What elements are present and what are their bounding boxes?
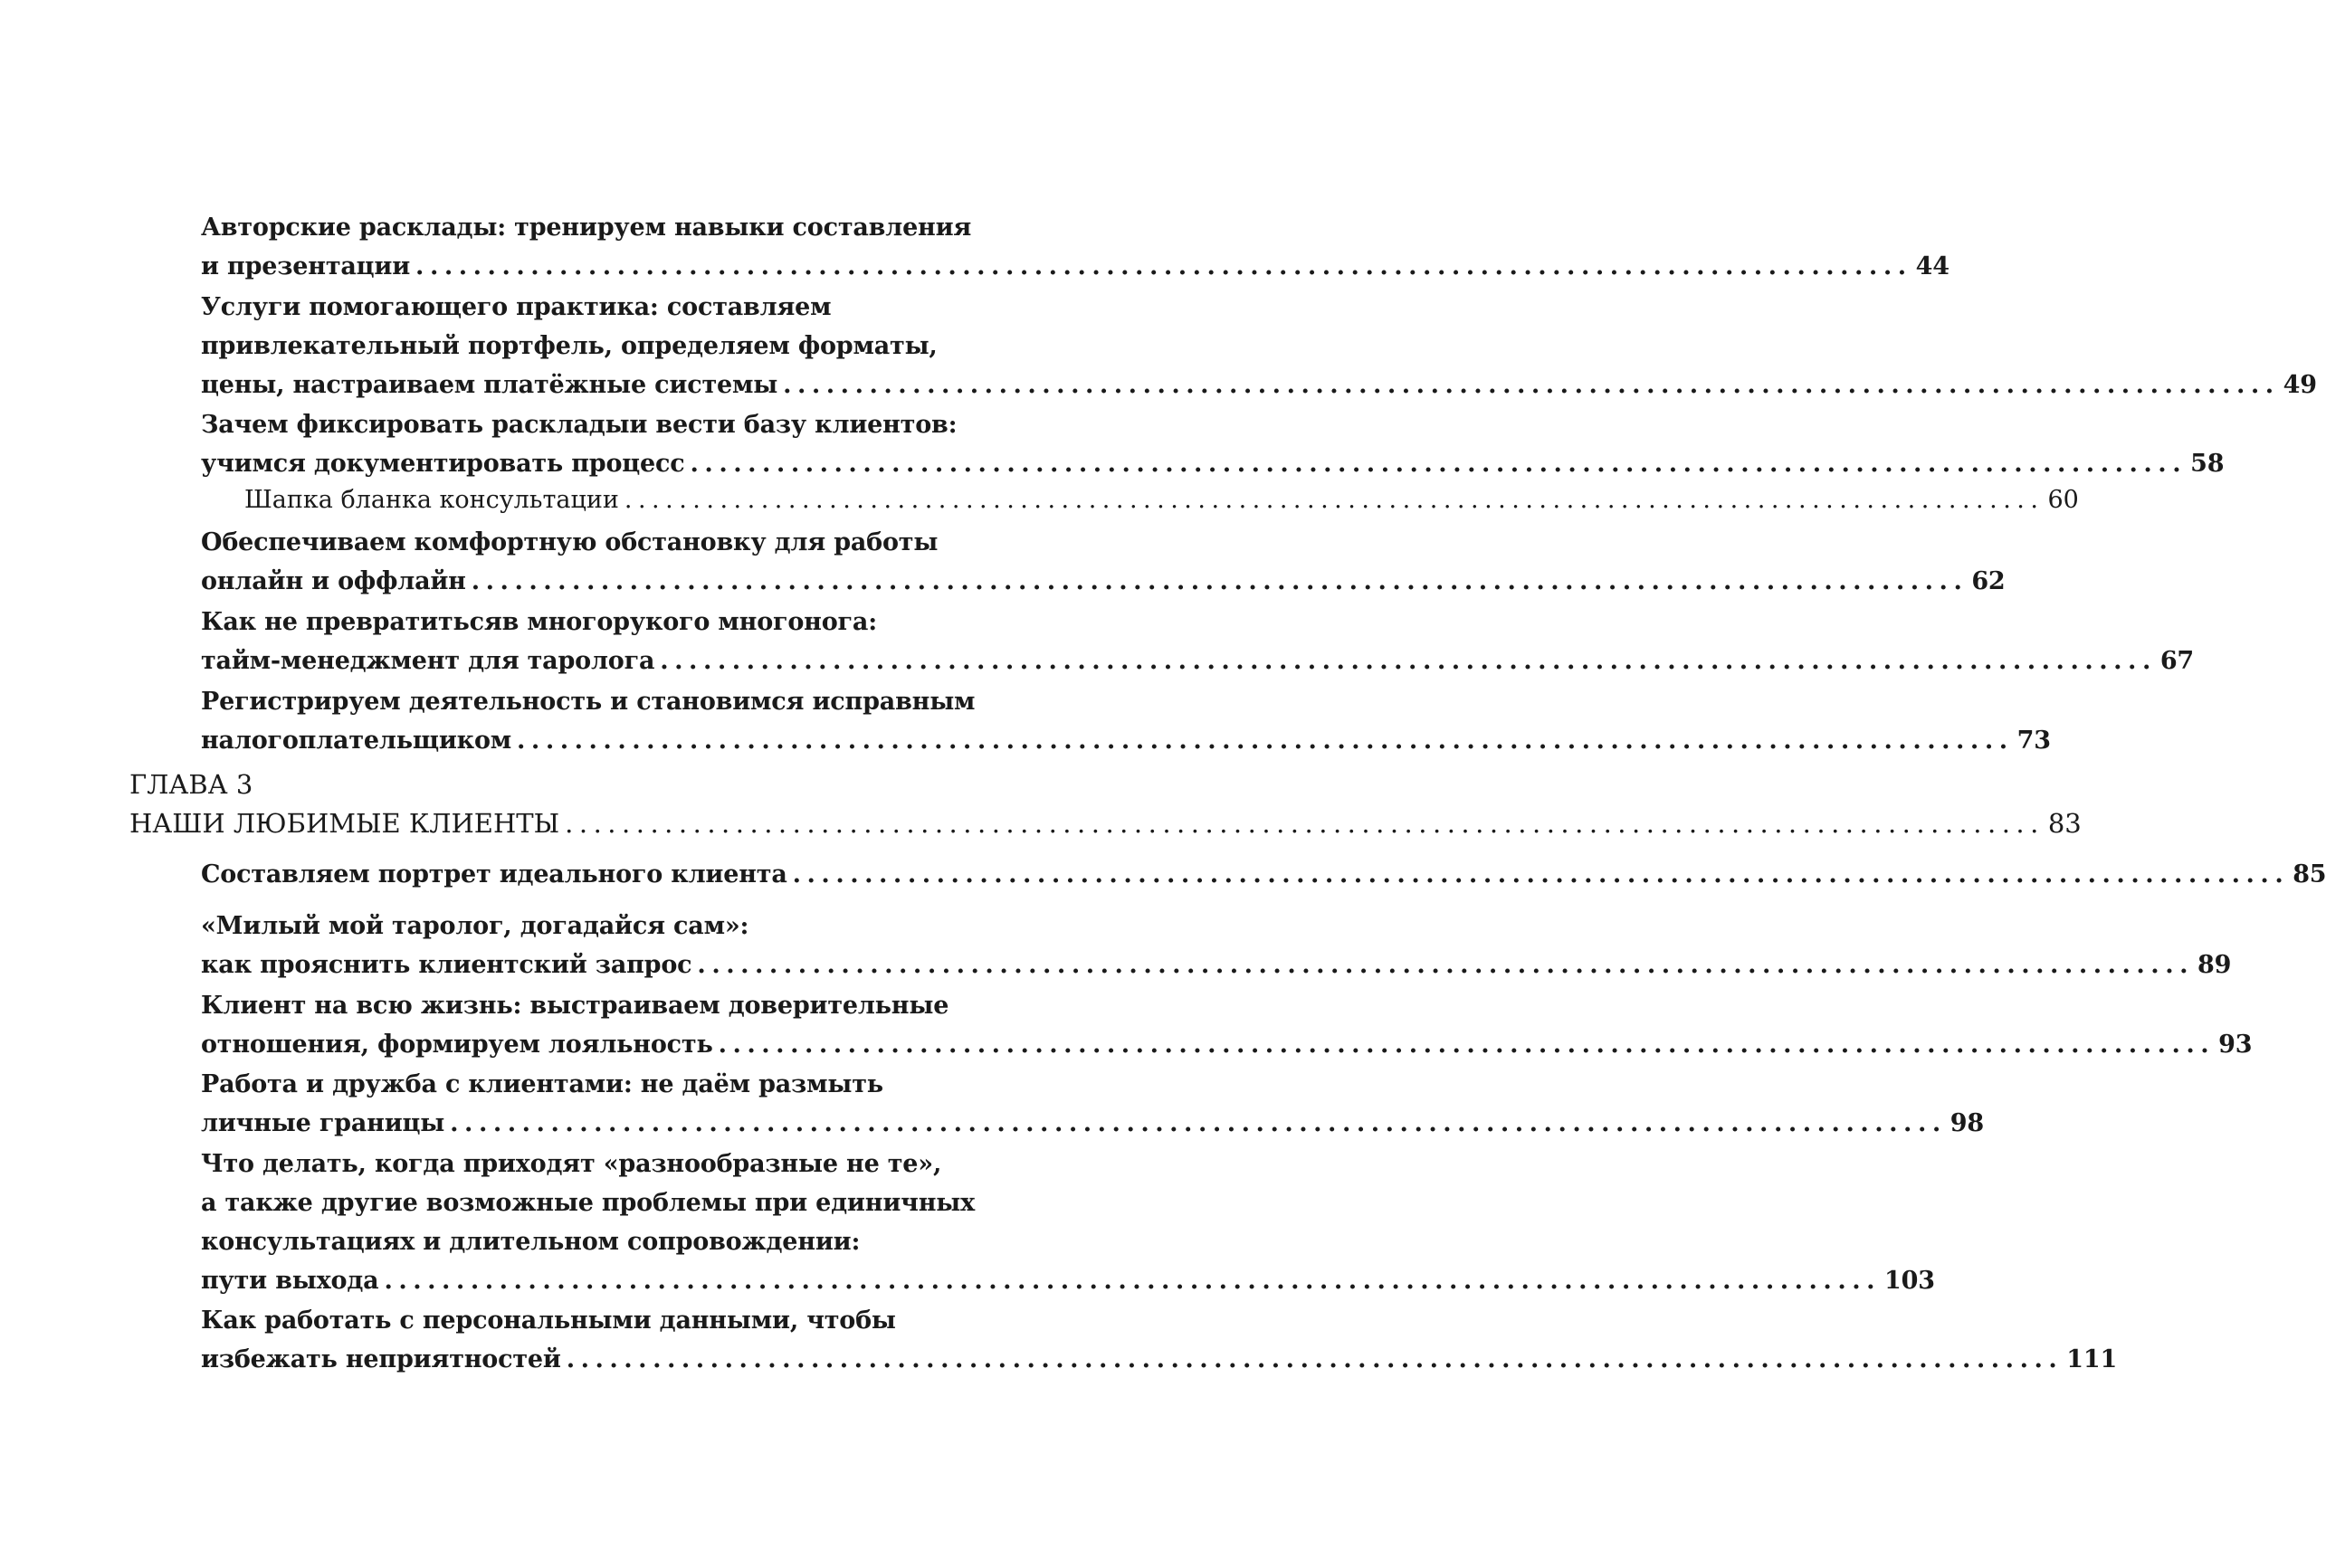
toc-page-number: 73 (2016, 727, 2051, 755)
toc-entry-text: и презентации (201, 252, 411, 280)
toc-entry-text: Регистрируем деятельность и становимся исправным (201, 688, 976, 716)
dot-leader: ........................................................................................................ (690, 450, 2188, 478)
toc-entry-text: Что делать, когда приходят «разнообразные не те», (201, 1150, 942, 1178)
toc-page-number: 83 (2047, 808, 2082, 839)
toc-entry-line (129, 765, 916, 804)
toc-entry-text: консультациях и длительном сопровождении: (201, 1228, 861, 1256)
toc-entry-text: Работа и дружба с клиентами: не даём размыть (201, 1070, 883, 1098)
toc-entry-line (201, 986, 949, 1025)
toc-entry-ideal-client (201, 855, 2326, 894)
toc-entry-work-and-friendship (201, 1065, 1984, 1143)
toc-entry-line (201, 641, 2195, 680)
dot-leader: ........................................................................................................ (792, 860, 2290, 889)
toc-entry-line (201, 1104, 1984, 1143)
toc-entry-line (201, 907, 916, 946)
toc-entry-text: учимся документировать процесс (201, 450, 685, 478)
toc-entry-text: личные границы (201, 1109, 445, 1137)
toc-page-number: 58 (2190, 450, 2225, 478)
toc-entry-text: тайм-менеджмент для таролога (201, 647, 655, 675)
toc-entry-line (201, 1222, 916, 1261)
toc-entry-text: отношения, формируем лояльность (201, 1031, 713, 1059)
dot-leader: ........................................................................................................ (783, 371, 2280, 399)
toc-entry-line (201, 1025, 2253, 1064)
toc-page-number: 89 (2197, 951, 2232, 979)
toc-entry-line (201, 444, 2225, 483)
toc-chapter-3 (129, 765, 2082, 843)
toc-entry-comfortable-environment (201, 523, 2006, 601)
toc-entry-text: а также другие возможные проблемы при единичных (201, 1189, 976, 1217)
toc-entry-text: Шапка бланка консультации (244, 486, 619, 514)
toc-entry-line (201, 855, 2326, 894)
dot-leader: ........................................................................................................ (718, 1031, 2216, 1059)
dot-leader: ........................................................................................................ (415, 252, 1912, 280)
toc-entry-line (201, 366, 2317, 404)
toc-entry-line (201, 405, 958, 444)
dot-leader: ........................................................................................................ (450, 1109, 1947, 1137)
toc-entry-line (201, 682, 976, 721)
toc-entry-practitioner-services (201, 288, 2317, 404)
toc-entry-text: «Милый мой таролог, догадайся сам»: (201, 912, 749, 940)
toc-page-number: 62 (1971, 567, 2006, 595)
dot-leader: ........................................................................................................ (624, 486, 2045, 514)
toc-entry-text: привлекательный портфель, определяем форматы, (201, 332, 938, 360)
toc-entry-text: цены, настраиваем платёжные системы (201, 371, 778, 399)
toc-entry-text: Услуги помогающего практика: составляем (201, 293, 832, 321)
toc-page-number: 44 (1915, 252, 1949, 280)
toc-entry-line (201, 288, 916, 327)
dot-leader: ........................................................................................................ (517, 727, 2014, 755)
toc-entry-text: как прояснить клиентский запрос (201, 951, 692, 979)
chapter-number: ГЛАВА 3 (129, 769, 253, 800)
dot-leader: ........................................................................................................ (384, 1267, 1882, 1295)
toc-page-number: 85 (2293, 860, 2326, 889)
toc-entry-client-request (201, 907, 2232, 984)
toc-entry-line (201, 247, 1949, 286)
dot-leader: ........................................................................................................ (566, 1345, 2064, 1373)
toc-entry-lifelong-client (201, 986, 2253, 1064)
dot-leader: ........................................................................................................ (697, 951, 2195, 979)
toc-entry-text: онлайн и оффлайн (201, 567, 466, 595)
toc-entry-personal-data (201, 1301, 2118, 1379)
toc-entry-text: Зачем фиксировать раскладыи вести базу клиентов: (201, 411, 958, 439)
toc-entry-text: Обеспечиваем комфортную обстановку для работы (201, 528, 939, 556)
toc-entry-record-spreads (201, 405, 2225, 483)
toc-page-number: 67 (2159, 647, 2195, 675)
toc-entry-consultation-form-header (244, 480, 2079, 519)
dot-leader: ........................................................................................................ (565, 808, 2045, 839)
toc-entry-problems-solutions (201, 1145, 1935, 1300)
toc-entry-line (201, 603, 916, 641)
toc-entry-time-management (201, 603, 2195, 680)
toc-entry-line (201, 1340, 2118, 1379)
toc-entry-line (201, 721, 2051, 760)
toc-entry-text: Составляем портрет идеального клиента (201, 860, 787, 889)
toc-entry-line (201, 523, 939, 562)
toc-entry-authors-spreads (201, 208, 1949, 286)
dot-leader: ........................................................................................................ (660, 647, 2157, 675)
toc-entry-text: Как не превратитьсяв многорукого многонога: (201, 608, 877, 636)
chapter-title: НАШИ ЛЮБИМЫЕ КЛИЕНТЫ (129, 808, 560, 839)
toc-page-number: 49 (2283, 371, 2317, 399)
toc-entry-register-activity (201, 682, 2051, 760)
toc-entry-text: пути выхода (201, 1267, 379, 1295)
toc-entry-line (201, 1145, 942, 1183)
toc-entry-line (129, 804, 2082, 843)
toc-entry-line (201, 1183, 976, 1222)
toc-entry-text: Клиент на всю жизнь: выстраиваем доверительные (201, 992, 949, 1020)
toc-page-number: 60 (2047, 486, 2079, 514)
toc-entry-line (201, 562, 2006, 601)
dot-leader: ........................................................................................................ (471, 567, 1969, 595)
toc-entry-line (201, 1065, 916, 1104)
toc-entry-line (201, 946, 2232, 984)
toc-entry-text: избежать неприятностей (201, 1345, 561, 1373)
toc-entry-line (201, 327, 938, 366)
toc-page-number: 98 (1949, 1109, 1984, 1137)
toc-entry-line (201, 208, 972, 247)
toc-page-number: 103 (1884, 1267, 1935, 1295)
toc-page-number: 111 (2066, 1345, 2118, 1373)
toc-entry-text: Авторские расклады: тренируем навыки составления (201, 214, 972, 242)
toc-entry-text: Как работать с персональными данными, чтобы (201, 1307, 896, 1335)
toc-entry-text: налогоплательщиком (201, 727, 512, 755)
toc-page-number: 93 (2218, 1031, 2253, 1059)
toc-entry-line (244, 480, 2079, 519)
toc-entry-line (201, 1301, 916, 1340)
toc-entry-line (201, 1261, 1935, 1300)
